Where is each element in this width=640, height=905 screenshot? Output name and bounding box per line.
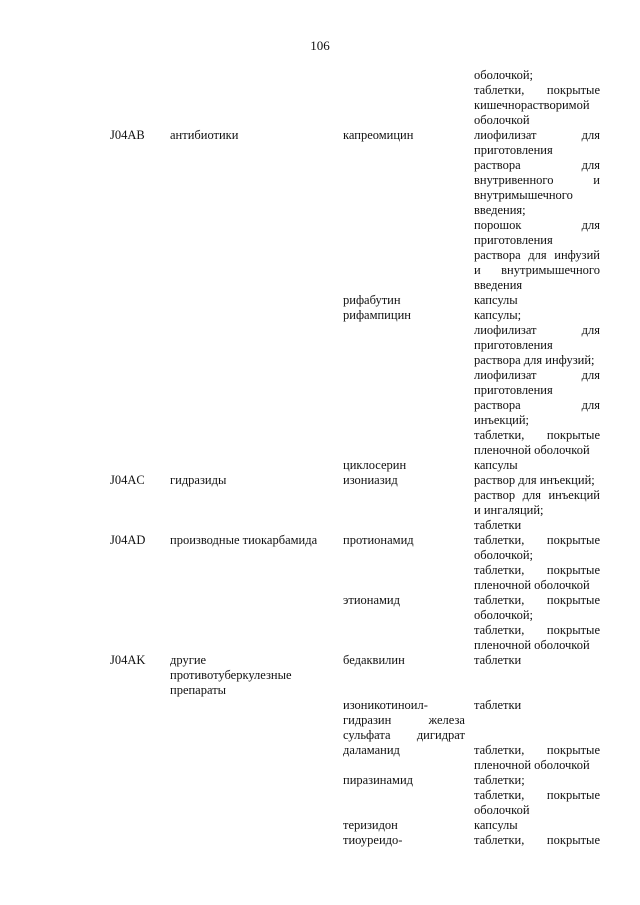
- form-line: таблетки, покрытые: [474, 428, 600, 442]
- form-line: пленочной оболочкой: [474, 578, 590, 592]
- form-line: таблетки, покрытые: [474, 788, 600, 802]
- form-line: кишечнорастворимой: [474, 98, 590, 112]
- drug-name-line: сульфата дигидрат: [343, 728, 465, 742]
- form-line: таблетки, покрытые: [474, 593, 600, 607]
- drug-name: рифабутин: [343, 293, 401, 307]
- form-line: капсулы: [474, 293, 518, 307]
- form-line: капсулы;: [474, 308, 522, 322]
- drug-name: протионамид: [343, 533, 414, 547]
- form-line: приготовления: [474, 338, 553, 352]
- form-line: раствор для инъекций;: [474, 473, 595, 487]
- atc-code: J04AD: [110, 533, 146, 547]
- form-line: приготовления: [474, 233, 553, 247]
- form-line: таблетки: [474, 518, 522, 532]
- drug-name: капреомицин: [343, 128, 414, 142]
- form-line: внутривенного и: [474, 173, 600, 187]
- form-line: пленочной оболочкой: [474, 638, 590, 652]
- atc-code: J04AC: [110, 473, 145, 487]
- form-line: таблетки, покрытые: [474, 83, 600, 97]
- form-line: пленочной оболочкой: [474, 758, 590, 772]
- form-line: оболочкой;: [474, 608, 533, 622]
- drug-name: изониазид: [343, 473, 398, 487]
- drug-name: тиоуреидо-: [343, 833, 403, 847]
- form-line: оболочкой: [474, 803, 530, 817]
- form-line: лиофилизат для: [474, 368, 600, 382]
- form-line: капсулы: [474, 818, 518, 832]
- drug-name: теризидон: [343, 818, 398, 832]
- form-line: лиофилизат для: [474, 323, 600, 337]
- form-line: порошок для: [474, 218, 600, 232]
- form-line: пленочной оболочкой: [474, 443, 590, 457]
- form-line: таблетки: [474, 698, 522, 712]
- form-line: внутримышечного: [474, 188, 573, 202]
- form-line: введения;: [474, 203, 526, 217]
- form-line: и ингаляций;: [474, 503, 544, 517]
- form-line: таблетки, покрытые: [474, 623, 600, 637]
- form-line: раствора для: [474, 398, 600, 412]
- form-line: оболочкой;: [474, 68, 533, 82]
- form-line: раствора для инфузий: [474, 248, 600, 262]
- atc-group-line: препараты: [170, 683, 227, 697]
- form-line: оболочкой;: [474, 548, 533, 562]
- drug-name: циклосерин: [343, 458, 407, 472]
- atc-group-line: противотуберкулезные: [170, 668, 292, 682]
- form-line: приготовления: [474, 143, 553, 157]
- drug-name: рифампицин: [343, 308, 411, 322]
- atc-group: гидразиды: [170, 473, 227, 487]
- form-line: раствора для: [474, 158, 600, 172]
- form-line: таблетки, покрытые: [474, 533, 600, 547]
- form-line: таблетки, покрытые: [474, 743, 600, 757]
- atc-group: антибиотики: [170, 128, 239, 142]
- drug-name: пиразинамид: [343, 773, 414, 787]
- drug-name: бедаквилин: [343, 653, 405, 667]
- atc-group: производные тиокарбамида: [170, 533, 318, 547]
- atc-code: J04AB: [110, 128, 145, 142]
- form-line: таблетки, покрытые: [474, 833, 600, 847]
- form-line: таблетки: [474, 653, 522, 667]
- drug-name-line: изоникотиноил-: [343, 698, 428, 712]
- atc-code: J04AK: [110, 653, 146, 667]
- form-line: инъекций;: [474, 413, 530, 427]
- drug-name: даламанид: [343, 743, 400, 757]
- form-line: раствора для инфузий;: [474, 353, 595, 367]
- form-line: приготовления: [474, 383, 553, 397]
- form-line: оболочкой: [474, 113, 530, 127]
- page-number: 106: [310, 38, 330, 53]
- form-line: таблетки, покрытые: [474, 563, 600, 577]
- form-line: раствор для инъекций: [474, 488, 600, 502]
- drug-name: этионамид: [343, 593, 400, 607]
- drug-name-line: гидразин железа: [343, 713, 465, 727]
- form-line: капсулы: [474, 458, 518, 472]
- form-line: введения: [474, 278, 523, 292]
- atc-group-line: другие: [170, 653, 207, 667]
- form-line: лиофилизат для: [474, 128, 600, 142]
- form-line: и внутримышечного: [474, 263, 600, 277]
- form-line: таблетки;: [474, 773, 525, 787]
